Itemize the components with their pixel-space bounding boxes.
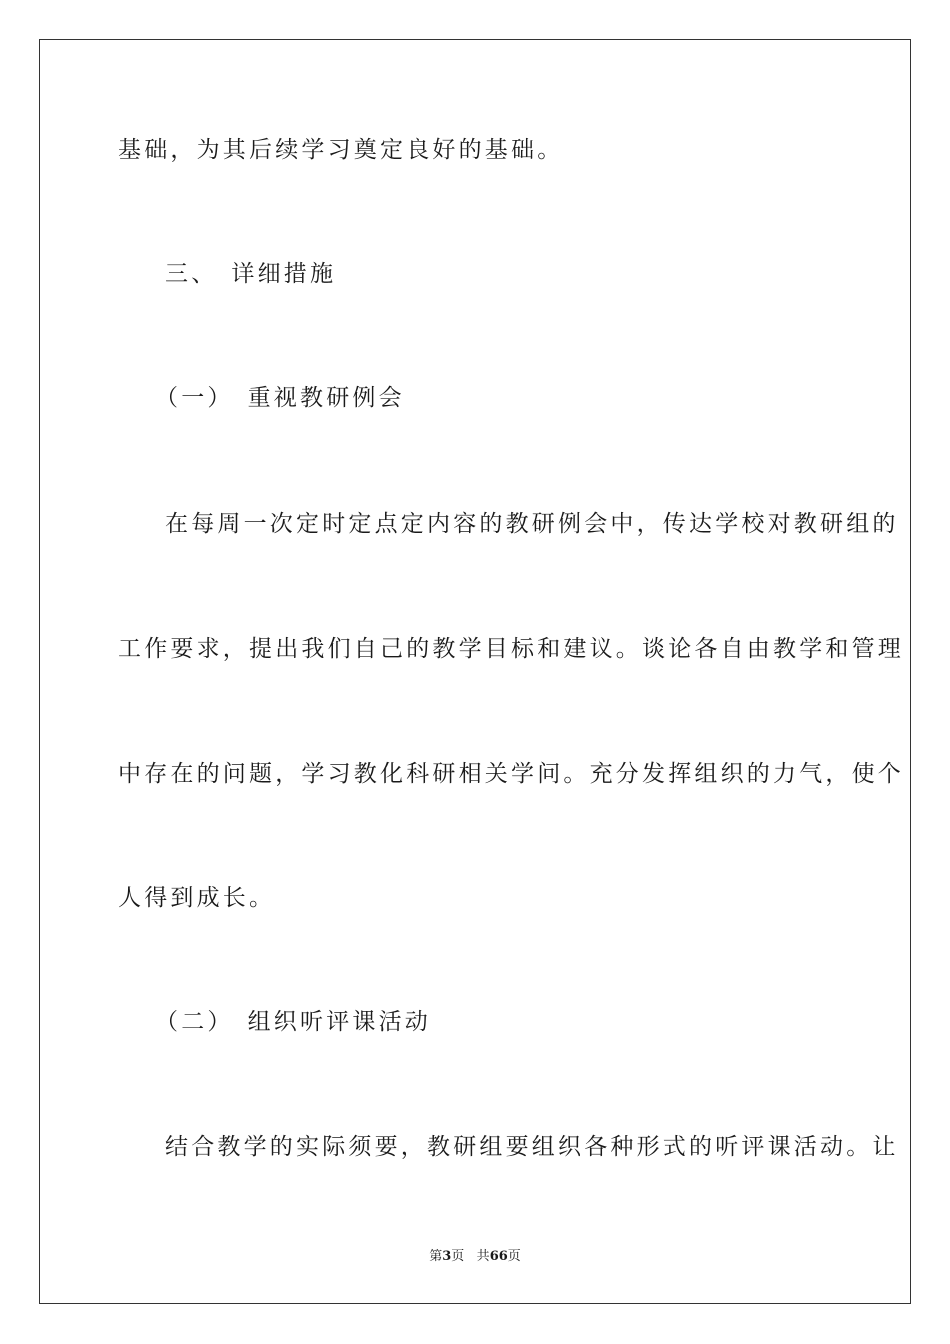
section-number: 三、: [165, 261, 218, 287]
footer-page-unit: 页: [451, 1249, 465, 1264]
subsection-heading: [155, 383, 405, 413]
body-line: 基础，为其后续学习奠定良好的基础。: [118, 137, 564, 163]
section-title: 详细措施: [231, 261, 337, 287]
section-heading: [165, 259, 336, 289]
body-line: 工作要求，提出我们自己的教学目标和建议。谈论各自由教学和管理: [118, 636, 904, 662]
footer-total-unit: 页: [507, 1249, 521, 1264]
subsection-number: （二）: [155, 1009, 234, 1035]
footer-total-prefix: 共: [476, 1249, 490, 1264]
page-footer: [0, 1245, 950, 1264]
body-line: 人得到成长。: [118, 885, 276, 911]
footer-page-number: 3: [442, 1249, 452, 1264]
body-line: 结合教学的实际须要，教研组要组织各种形式的听评课活动。让: [165, 1134, 899, 1160]
subsection-heading: [155, 1007, 431, 1037]
subsection-title: 重视教研例会: [247, 385, 405, 411]
page-border: [39, 39, 911, 1304]
subsection-number: （一）: [155, 385, 234, 411]
footer-prefix: 第: [429, 1249, 443, 1264]
footer-total-pages: 66: [489, 1249, 508, 1264]
body-line: 在每周一次定时定点定内容的教研例会中，传达学校对教研组的: [165, 511, 899, 537]
body-line: 中存在的问题，学习教化科研相关学问。充分发挥组织的力气，使个: [118, 761, 904, 787]
subsection-title: 组织听评课活动: [247, 1009, 432, 1035]
